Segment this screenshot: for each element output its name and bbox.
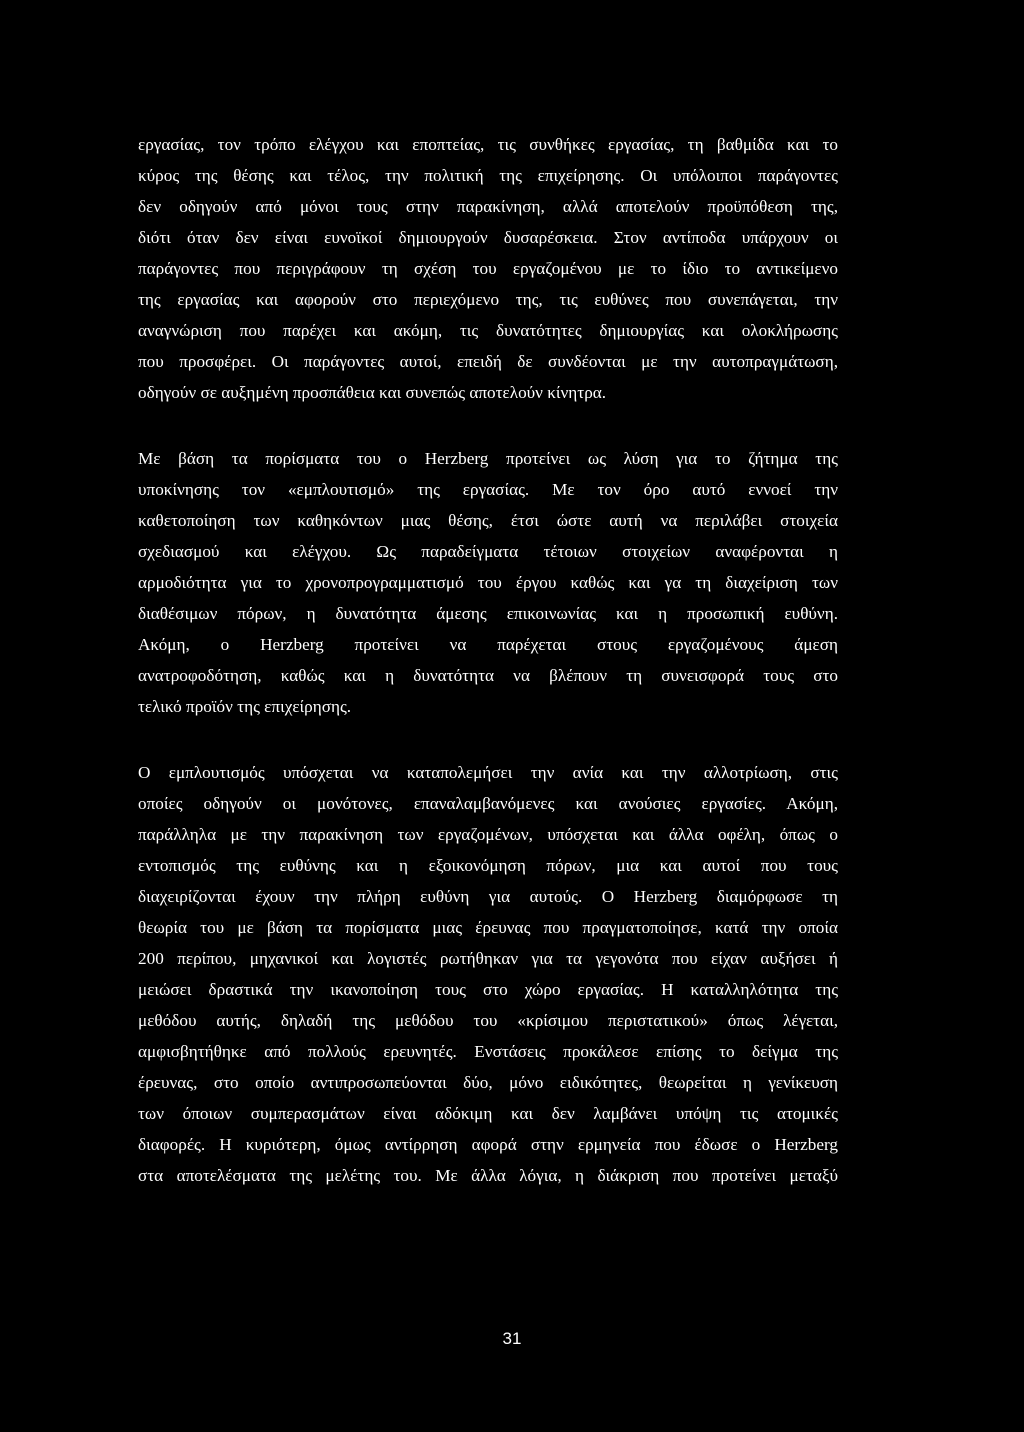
text-line: παράλληλα με την παρακίνηση των εργαζομένων, υπόσχεται και άλλα οφέλη, όπως ο [138,825,838,844]
text-line: οποίες οδηγούν οι μονότονες, επαναλαμβανόμενες και ανούσιες εργασίες. Ακόμη, [138,794,838,813]
text-line: εντοπισμός της ευθύνης και η εξοικονόμηση πόρων, μια και αυτοί που τους [138,856,838,875]
text-line: καθετοποίηση των καθηκόντων μιας θέσης, έτσι ώστε αυτή να περιλάβει στοιχεία [138,511,838,530]
text-line: διότι όταν δεν είναι ευνοϊκοί δημιουργούν δυσαρέσκεια. Στον αντίποδα υπάρχουν οι [138,228,838,247]
text-line: υποκίνησης τον «εμπλουτισμό» της εργασίας. Με τον όρο αυτό εννοεί την [138,480,838,499]
text-line: της εργασίας και αφορούν στο περιεχόμενο της, τις ευθύνες που συνεπάγεται, την [138,290,838,309]
text-line: που προσφέρει. Οι παράγοντες αυτοί, επειδή δε συνδέονται με την αυτοπραγμάτωση, [138,352,838,371]
text-line: ανατροφοδότηση, καθώς και η δυνατότητα να βλέπουν τη συνεισφορά τους στο [138,666,838,685]
text-line: 200 περίπου, μηχανικοί και λογιστές ρωτήθηκαν για τα γεγονότα που είχαν αυξήσει ή [138,949,838,968]
text-line: θεωρία του με βάση τα πορίσματα μιας έρευνας που πραγματοποίησε, κατά την οποία [138,918,838,937]
text-line: διαχειρίζονται έχουν την πλήρη ευθύνη για αυτούς. Ο Herzberg διαμόρφωσε τη [138,887,838,906]
text-line: σχεδιασμού και ελέγχου. Ως παραδείγματα τέτοιων στοιχείων αναφέρονται η [138,542,838,561]
text-line: Με βάση τα πορίσματα του ο Herzberg προτείνει ως λύση για το ζήτημα της [138,449,838,468]
text-line: Ο εμπλουτισμός υπόσχεται να καταπολεμήσει την ανία και την αλλοτρίωση, στις [138,763,838,782]
text-line: των όποιων συμπερασμάτων είναι αδόκιμη και δεν λαμβάνει υπόψη τις ατομικές [138,1104,838,1123]
text-line: αμφισβητήθηκε από πολλούς ερευνητές. Ενστάσεις προκάλεσε επίσης το δείγμα της [138,1042,838,1061]
paragraph [138,443,838,722]
text-line: εργασίας, τον τρόπο ελέγχου και εποπτείας, τις συνθήκες εργασίας, τη βαθμίδα και το [138,135,838,154]
paragraph [138,757,838,1191]
paragraph-spacer [138,408,838,443]
text-line: διαθέσιμων πόρων, η δυνατότητα άμεσης επικοινωνίας και η προσωπική ευθύνη. [138,604,838,623]
text-line: μειώσει δραστικά την ικανοποίηση τους στο χώρο εργασίας. Η καταλληλότητα της [138,980,838,999]
text-line: κύρος της θέσης και τέλος, την πολιτική της επιχείρησης. Οι υπόλοιποι παράγοντες [138,166,838,185]
text-line: αναγνώριση που παρέχει και ακόμη, τις δυνατότητες δημιουργίας και ολοκλήρωσης [138,321,838,340]
paragraph-spacer [138,722,838,757]
text-line: Ακόμη, ο Herzberg προτείνει να παρέχεται στους εργαζομένους άμεση [138,635,838,654]
text-line: έρευνας, στο οποίο αντιπροσωπεύονται δύο, μόνο ειδικότητες, θεωρείται η γενίκευση [138,1073,838,1092]
paragraph [138,129,838,408]
text-line: δεν οδηγούν από μόνοι τους στην παρακίνηση, αλλά αποτελούν προϋπόθεση της, [138,197,838,216]
text-line: αρμοδιότητα για το χρονοπρογραμματισμό του έργου καθώς και γα τη διαχείριση των [138,573,838,592]
page-number: 31 [502,1329,522,1348]
text-line: διαφορές. Η κυριότερη, όμως αντίρρηση αφορά στην ερμηνεία που έδωσε ο Herzberg [138,1135,838,1154]
text-line: οδηγούν σε αυξημένη προσπάθεια και συνεπώς αποτελούν κίνητρα. [138,383,607,402]
text-line: τελικό προϊόν της επιχείρησης. [138,697,352,716]
text-line: στα αποτελέσματα της μελέτης του. Με άλλα λόγια, η διάκριση που προτείνει μεταξύ [138,1166,838,1185]
text-line: μεθόδου αυτής, δηλαδή της μεθόδου του «κρίσιμου περιστατικού» όπως λέγεται, [138,1011,838,1030]
text-line: παράγοντες που περιγράφουν τη σχέση του εργαζομένου με το ίδιο το αντικείμενο [138,259,838,278]
document-body [138,129,838,1191]
